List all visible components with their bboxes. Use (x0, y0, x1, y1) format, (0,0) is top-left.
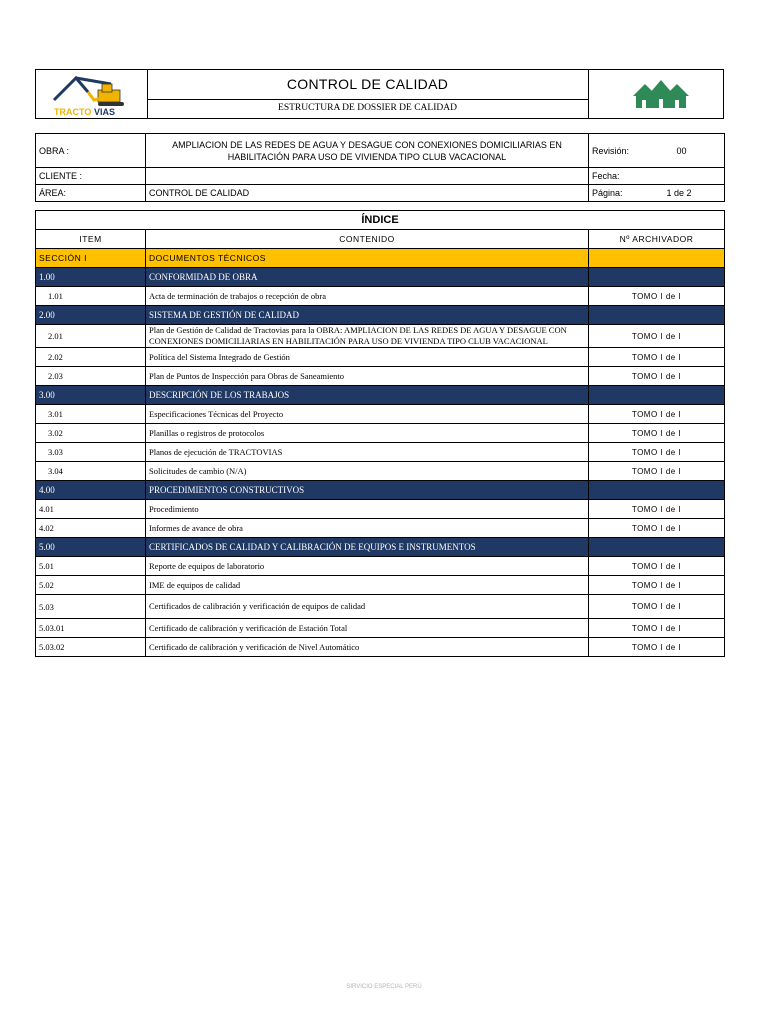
svg-text:TRACTO: TRACTO (54, 107, 92, 117)
row-content: Acta de terminación de trabajos o recepción de obra (146, 287, 589, 306)
section-archivador (589, 249, 725, 268)
row-content: Procedimiento (146, 500, 589, 519)
row-archivador: TOMO I de I (589, 367, 725, 386)
document-header (35, 69, 724, 119)
group-item: 3.00 (36, 386, 146, 405)
group-title: PROCEDIMIENTOS CONSTRUCTIVOS (146, 481, 589, 500)
row-item: 2.03 (36, 367, 146, 386)
row-archivador: TOMO I de I (589, 462, 725, 481)
group-header-row (36, 386, 725, 405)
group-item: 4.00 (36, 481, 146, 500)
section-label: DOCUMENTOS TÉCNICOS (146, 249, 589, 268)
group-header-row (36, 306, 725, 325)
column-header-item: ITEM (36, 230, 146, 249)
group-header-row (36, 538, 725, 557)
area-value: CONTROL DE CALIDAD (146, 185, 589, 202)
row-content: Planos de ejecución de TRACTOVIAS (146, 443, 589, 462)
fecha-value (651, 168, 725, 185)
row-archivador: TOMO I de I (589, 424, 725, 443)
group-header-row (36, 481, 725, 500)
row-item: 1.01 (36, 287, 146, 306)
row-archivador: TOMO I de I (589, 595, 725, 619)
table-row (36, 443, 725, 462)
row-archivador: TOMO I de I (589, 405, 725, 424)
fecha-label: Fecha: (589, 168, 651, 185)
row-archivador: TOMO I de I (589, 348, 725, 367)
row-content: Certificado de calibración y verificación de Nivel Automático (146, 638, 589, 657)
group-archivador (589, 538, 725, 557)
table-row (36, 424, 725, 443)
row-item: 5.02 (36, 576, 146, 595)
page-subtitle: ESTRUCTURA DE DOSSIER DE CALIDAD (278, 103, 457, 113)
row-content: Planillas o registros de protocolos (146, 424, 589, 443)
group-item: 2.00 (36, 306, 146, 325)
row-archivador: TOMO I de I (589, 576, 725, 595)
row-item: 5.03.01 (36, 619, 146, 638)
column-header-contenido: CONTENIDO (146, 230, 589, 249)
group-archivador (589, 386, 725, 405)
row-content: Informes de avance de obra (146, 519, 589, 538)
obra-value-line2: HABILITACIÓN PARA USO DE VIVIENDA TIPO CLUB VACACIONAL (227, 151, 507, 162)
column-header-archivador: Nº ARCHIVADOR (589, 230, 725, 249)
group-archivador (589, 306, 725, 325)
row-content: Plan de Puntos de Inspección para Obras de Saneamiento (146, 367, 589, 386)
section-item: SECCIÓN I (36, 249, 146, 268)
row-item: 3.04 (36, 462, 146, 481)
project-info-table (35, 133, 725, 202)
row-item: 5.03.02 (36, 638, 146, 657)
obra-value (146, 134, 589, 168)
row-archivador: TOMO I de I (589, 500, 725, 519)
group-archivador (589, 268, 725, 287)
table-row (36, 576, 725, 595)
group-title: CONFORMIDAD DE OBRA (146, 268, 589, 287)
table-row (36, 500, 725, 519)
pagina-label: Página: (589, 185, 651, 202)
table-row (36, 367, 725, 386)
area-label: ÁREA: (36, 185, 146, 202)
row-content: Certificados de calibración y verificación de equipos de calidad (146, 595, 589, 619)
row-archivador: TOMO I de I (589, 519, 725, 538)
obra-value-line1: AMPLIACION DE LAS REDES DE AGUA Y DESAGUE CON CONEXIONES DOMICILIARIAS EN (172, 139, 562, 150)
cliente-value (146, 168, 589, 185)
row-item: 3.02 (36, 424, 146, 443)
row-archivador: TOMO I de I (589, 557, 725, 576)
group-archivador (589, 481, 725, 500)
row-archivador: TOMO I de I (589, 638, 725, 657)
row-archivador: TOMO I de I (589, 443, 725, 462)
row-item: 5.01 (36, 557, 146, 576)
row-content: Solicitudes de cambio (N/A) (146, 462, 589, 481)
row-item: 5.03 (36, 595, 146, 619)
row-archivador: TOMO I de I (589, 619, 725, 638)
row-content: Certificado de calibración y verificación de Estación Total (146, 619, 589, 638)
group-item: 5.00 (36, 538, 146, 557)
table-row (36, 519, 725, 538)
table-row (36, 557, 725, 576)
group-title: DESCRIPCIÓN DE LOS TRABAJOS (146, 386, 589, 405)
row-item: 3.01 (36, 405, 146, 424)
row-item: 4.02 (36, 519, 146, 538)
pagina-value: 1 de 2 (651, 185, 725, 202)
row-archivador: TOMO I de I (589, 325, 725, 348)
row-archivador: TOMO I de I (589, 287, 725, 306)
row-item: 4.01 (36, 500, 146, 519)
table-row (36, 638, 725, 657)
group-title: CERTIFICADOS DE CALIDAD Y CALIBRACIÓN DE EQUIPOS E INSTRUMENTOS (146, 538, 589, 557)
row-item: 3.03 (36, 443, 146, 462)
group-item: 1.00 (36, 268, 146, 287)
svg-text:VIAS: VIAS (94, 107, 116, 117)
table-row (36, 287, 725, 306)
row-content: Reporte de equipos de laboratorio (146, 557, 589, 576)
row-item: 2.01 (36, 325, 146, 348)
row-content: Especificaciones Técnicas del Proyecto (146, 405, 589, 424)
row-content: IME de equipos de calidad (146, 576, 589, 595)
table-row (36, 595, 725, 619)
table-row (36, 462, 725, 481)
revision-label: Revisión: (589, 134, 651, 168)
revision-value: 00 (651, 134, 725, 168)
cliente-label: CLIENTE : (36, 168, 146, 185)
table-row (36, 619, 725, 638)
row-content: Plan de Gestión de Calidad de Tractovias para la OBRA: AMPLIACION DE LAS REDES DE AGUA Y DESAGUE CON CONEXIONES DOMICILIARIAS EN HABILITACIÓN PARA USO DE VIVIENDA TIPO CLUB VACACIONAL (146, 325, 589, 348)
row-item: 2.02 (36, 348, 146, 367)
footer-text: SIRVICIO ESPECIAL PERÚ (346, 984, 422, 990)
index-table (35, 210, 725, 657)
group-title: SISTEMA DE GESTIÓN DE CALIDAD (146, 306, 589, 325)
group-header-row (36, 268, 725, 287)
row-content: Política del Sistema Integrado de Gestión (146, 348, 589, 367)
index-title: ÍNDICE (36, 211, 725, 230)
page-title: CONTROL DE CALIDAD (147, 70, 588, 100)
obra-label: OBRA : (36, 134, 146, 168)
table-row (36, 348, 725, 367)
table-row (36, 325, 725, 348)
tractovias-logo (36, 70, 148, 118)
houses-logo (588, 70, 725, 118)
table-row (36, 405, 725, 424)
